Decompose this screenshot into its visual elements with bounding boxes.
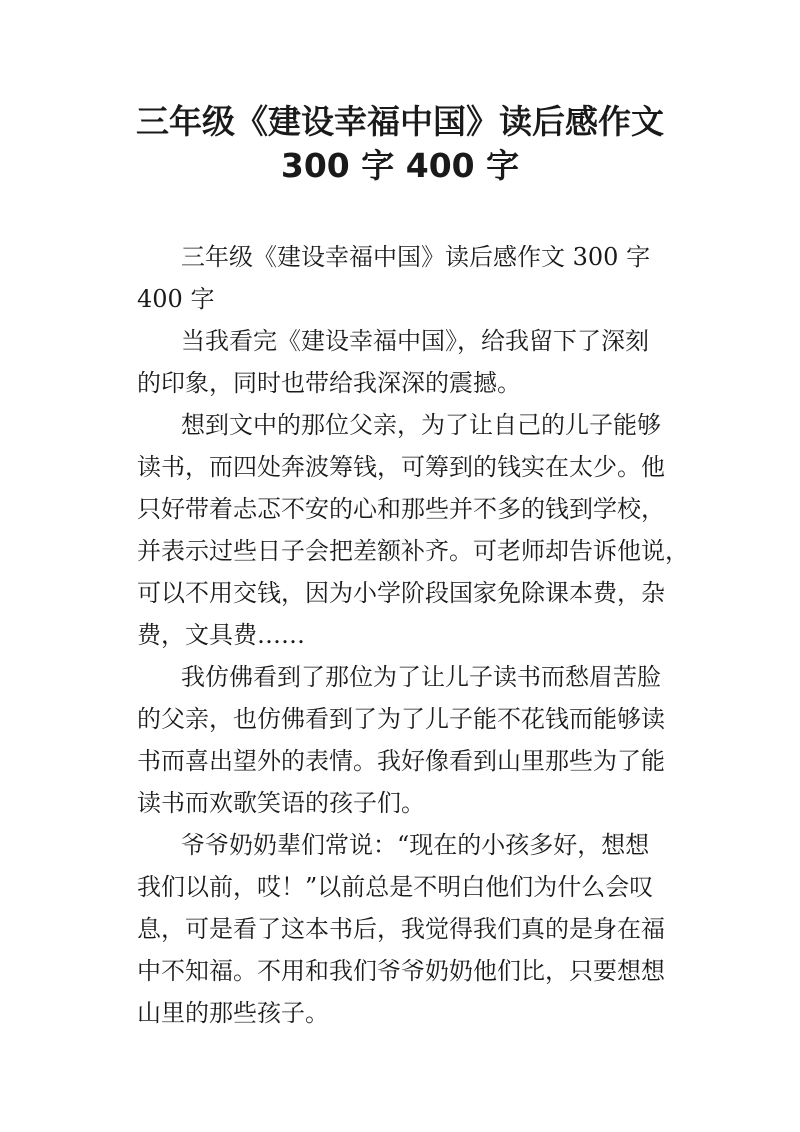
- paragraph-3: [137, 404, 689, 656]
- paragraph-line: 的印象，同时也带给我深深的震撼。: [137, 369, 521, 397]
- paragraph-line: 书而喜出望外的表情。我好像看到山里那些为了能: [137, 747, 665, 775]
- document-title-line-1: 三年级《建设幸福中国》读后感作文: [136, 102, 664, 141]
- paragraph-line: 只好带着忐忑不安的心和那些并不多的钱到学校，: [137, 495, 665, 523]
- paragraph-line: 爷爷奶奶辈们常说：“现在的小孩多好，想想: [181, 831, 650, 859]
- paragraph-line: 400 字: [137, 285, 215, 313]
- paragraph-4: [137, 656, 677, 824]
- paragraph-5: [137, 824, 677, 1034]
- paragraph-2: [137, 320, 677, 404]
- paragraph-line: 息，可是看了这本书后，我觉得我们真的是身在福: [137, 915, 665, 943]
- paragraph-line: 当我看完《建设幸福中国》，给我留下了深刻: [181, 327, 649, 355]
- paragraph-1: [137, 236, 677, 320]
- paragraph-line: 可以不用交钱，因为小学阶段国家免除课本费，杂: [137, 579, 665, 607]
- paragraph-line: 我们以前，哎！”以前总是不明白他们为什么会叹: [137, 873, 654, 901]
- paragraph-line: 山里的那些孩子。: [137, 999, 329, 1027]
- document-title-line-2: 300 字 400 字: [280, 146, 520, 185]
- paragraph-line: 中不知福。不用和我们爷爷奶奶他们比，只要想想: [137, 957, 665, 985]
- paragraph-line: 想到文中的那位父亲，为了让自己的儿子能够: [181, 411, 661, 439]
- paragraph-line: 读书，而四处奔波筹钱，可筹到的钱实在太少。他: [137, 453, 665, 481]
- paragraph-line: 并表示过些日子会把差额补齐。可老师却告诉他说，: [137, 537, 689, 565]
- paragraph-line: 读书而欢歌笑语的孩子们。: [137, 789, 425, 817]
- paragraph-line: 的父亲，也仿佛看到了为了儿子能不花钱而能够读: [137, 705, 665, 733]
- paragraph-line: 三年级《建设幸福中国》读后感作文 300 字: [181, 243, 651, 271]
- paragraph-line: 费，文具费……: [137, 621, 305, 649]
- document-body: [137, 236, 689, 1034]
- paragraph-line: 我仿佛看到了那位为了让儿子读书而愁眉苦脸: [181, 663, 661, 691]
